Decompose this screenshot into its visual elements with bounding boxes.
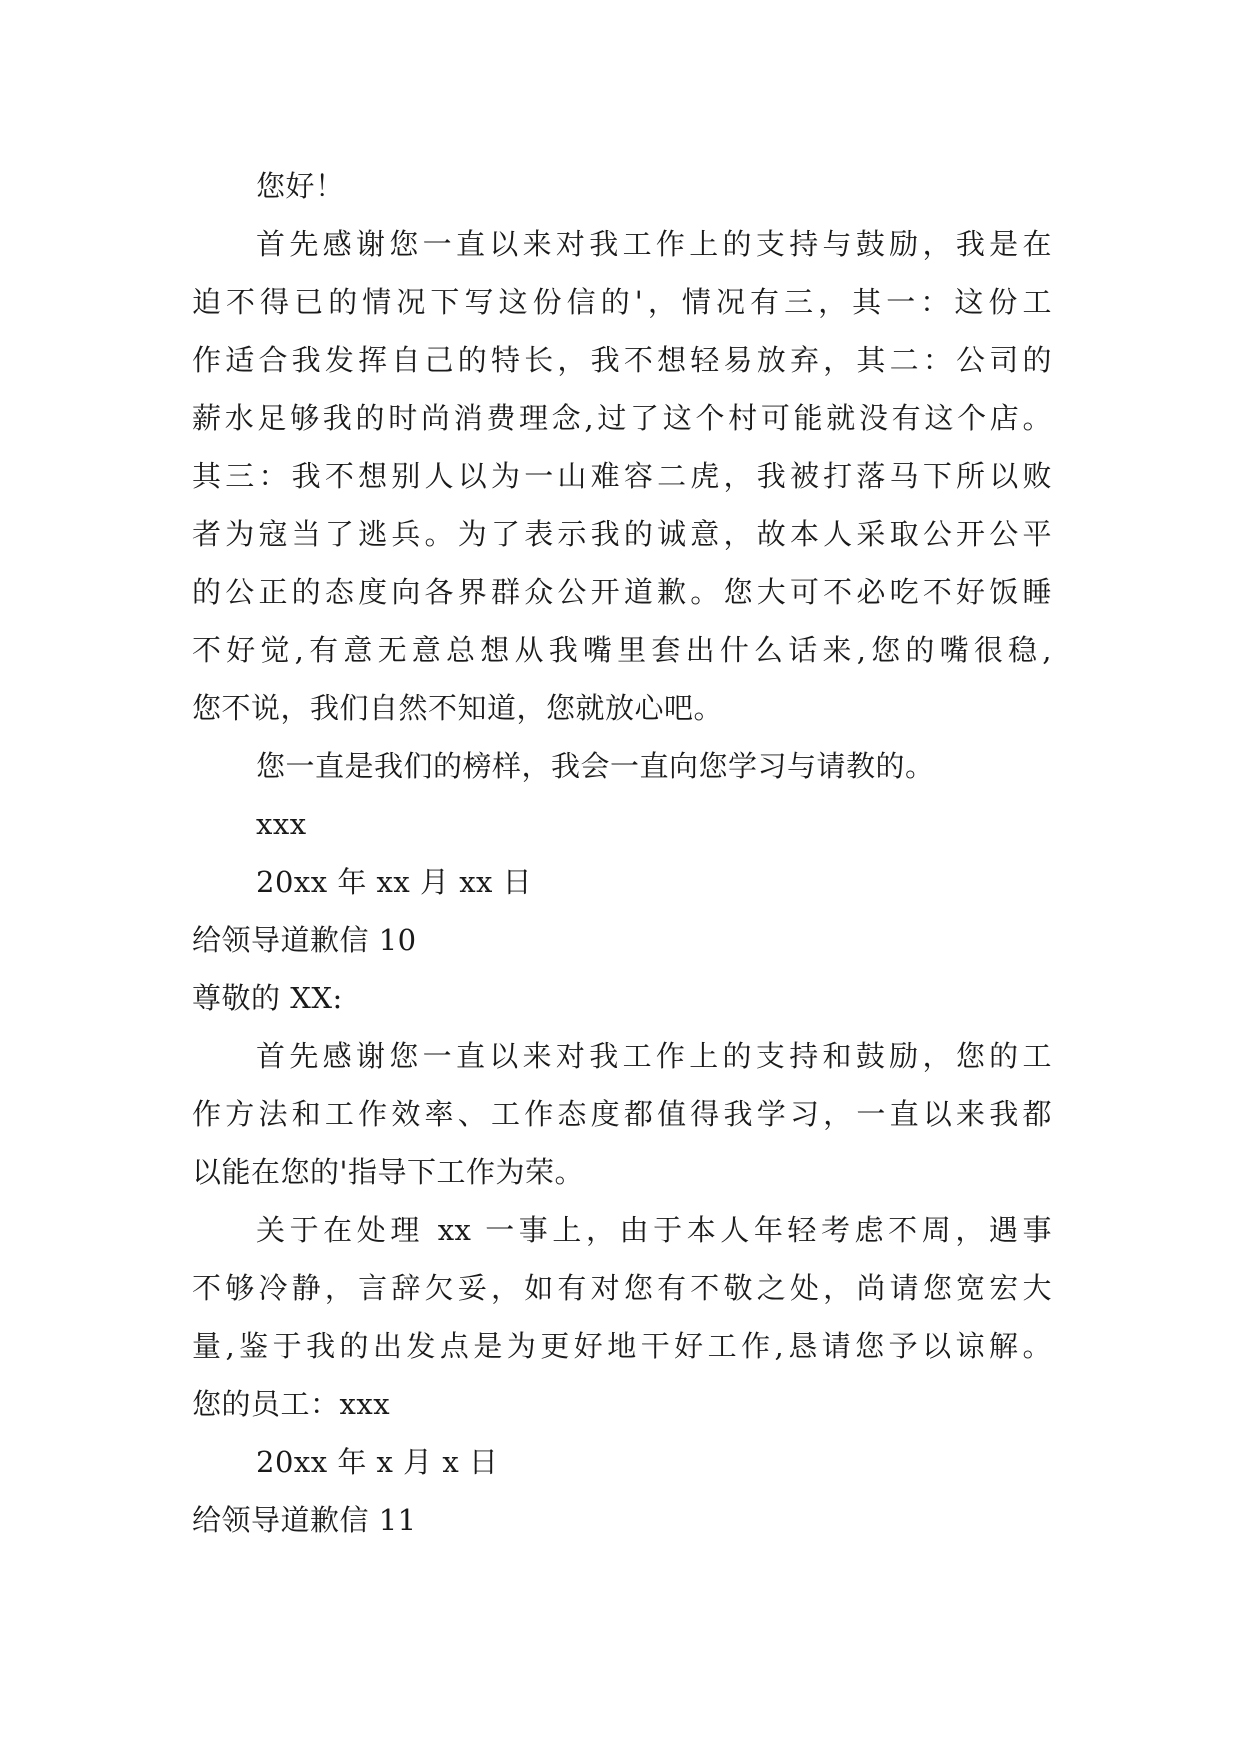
- paragraph-line: 不好觉,有意无意总想从我嘴里套出什么话来,您的嘴很稳,: [192, 633, 1052, 667]
- paragraph-line: 您一直是我们的榜样，我会一直向您学习与请教的。: [256, 749, 935, 783]
- signature-date: 20xx 年 xx 月 xx 日: [256, 865, 533, 899]
- paragraph-line: 不够冷静，言辞欠妥，如有对您有不敬之处，尚请您宽宏大: [192, 1271, 1052, 1305]
- paragraph-line: 您不说，我们自然不知道，您就放心吧。: [192, 691, 724, 725]
- salutation: 尊敬的 XX:: [192, 981, 343, 1015]
- paragraph-line: 者为寇当了逃兵。为了表示我的诚意，故本人采取公开公平: [192, 517, 1052, 551]
- paragraph-line: 迫不得已的情况下写这份信的'，情况有三，其一：这份工: [192, 285, 1052, 319]
- paragraph-line: 作方法和工作效率、工作态度都值得我学习，一直以来我都: [192, 1097, 1052, 1131]
- signature-name: xxx: [256, 807, 307, 841]
- paragraph-line: 的公正的态度向各界群众公开道歉。您大可不必吃不好饭睡: [192, 575, 1052, 609]
- paragraph-line: 关于在处理 xx 一事上，由于本人年轻考虑不周，遇事: [256, 1213, 1052, 1247]
- paragraph-line: 以能在您的'指导下工作为荣。: [192, 1155, 584, 1189]
- paragraph-line: 首先感谢您一直以来对我工作上的支持和鼓励，您的工: [256, 1039, 1052, 1073]
- paragraph-line: 首先感谢您一直以来对我工作上的支持与鼓励，我是在: [256, 227, 1052, 261]
- signature-name: 您的员工：xxx: [192, 1387, 391, 1421]
- paragraph-line: 量,鉴于我的出发点是为更好地干好工作,恳请您予以谅解。: [192, 1329, 1052, 1363]
- greeting: 您好！: [256, 169, 345, 203]
- paragraph-line: 作适合我发挥自己的特长，我不想轻易放弃，其二：公司的: [192, 343, 1052, 377]
- signature-date: 20xx 年 x 月 x 日: [256, 1445, 499, 1479]
- paragraph-line: 薪水足够我的时尚消费理念,过了这个村可能就没有这个店。: [192, 401, 1052, 435]
- section-heading: 给领导道歉信 11: [192, 1503, 417, 1537]
- paragraph-line: 其三：我不想别人以为一山难容二虎，我被打落马下所以败: [192, 459, 1052, 493]
- section-heading: 给领导道歉信 10: [192, 923, 417, 957]
